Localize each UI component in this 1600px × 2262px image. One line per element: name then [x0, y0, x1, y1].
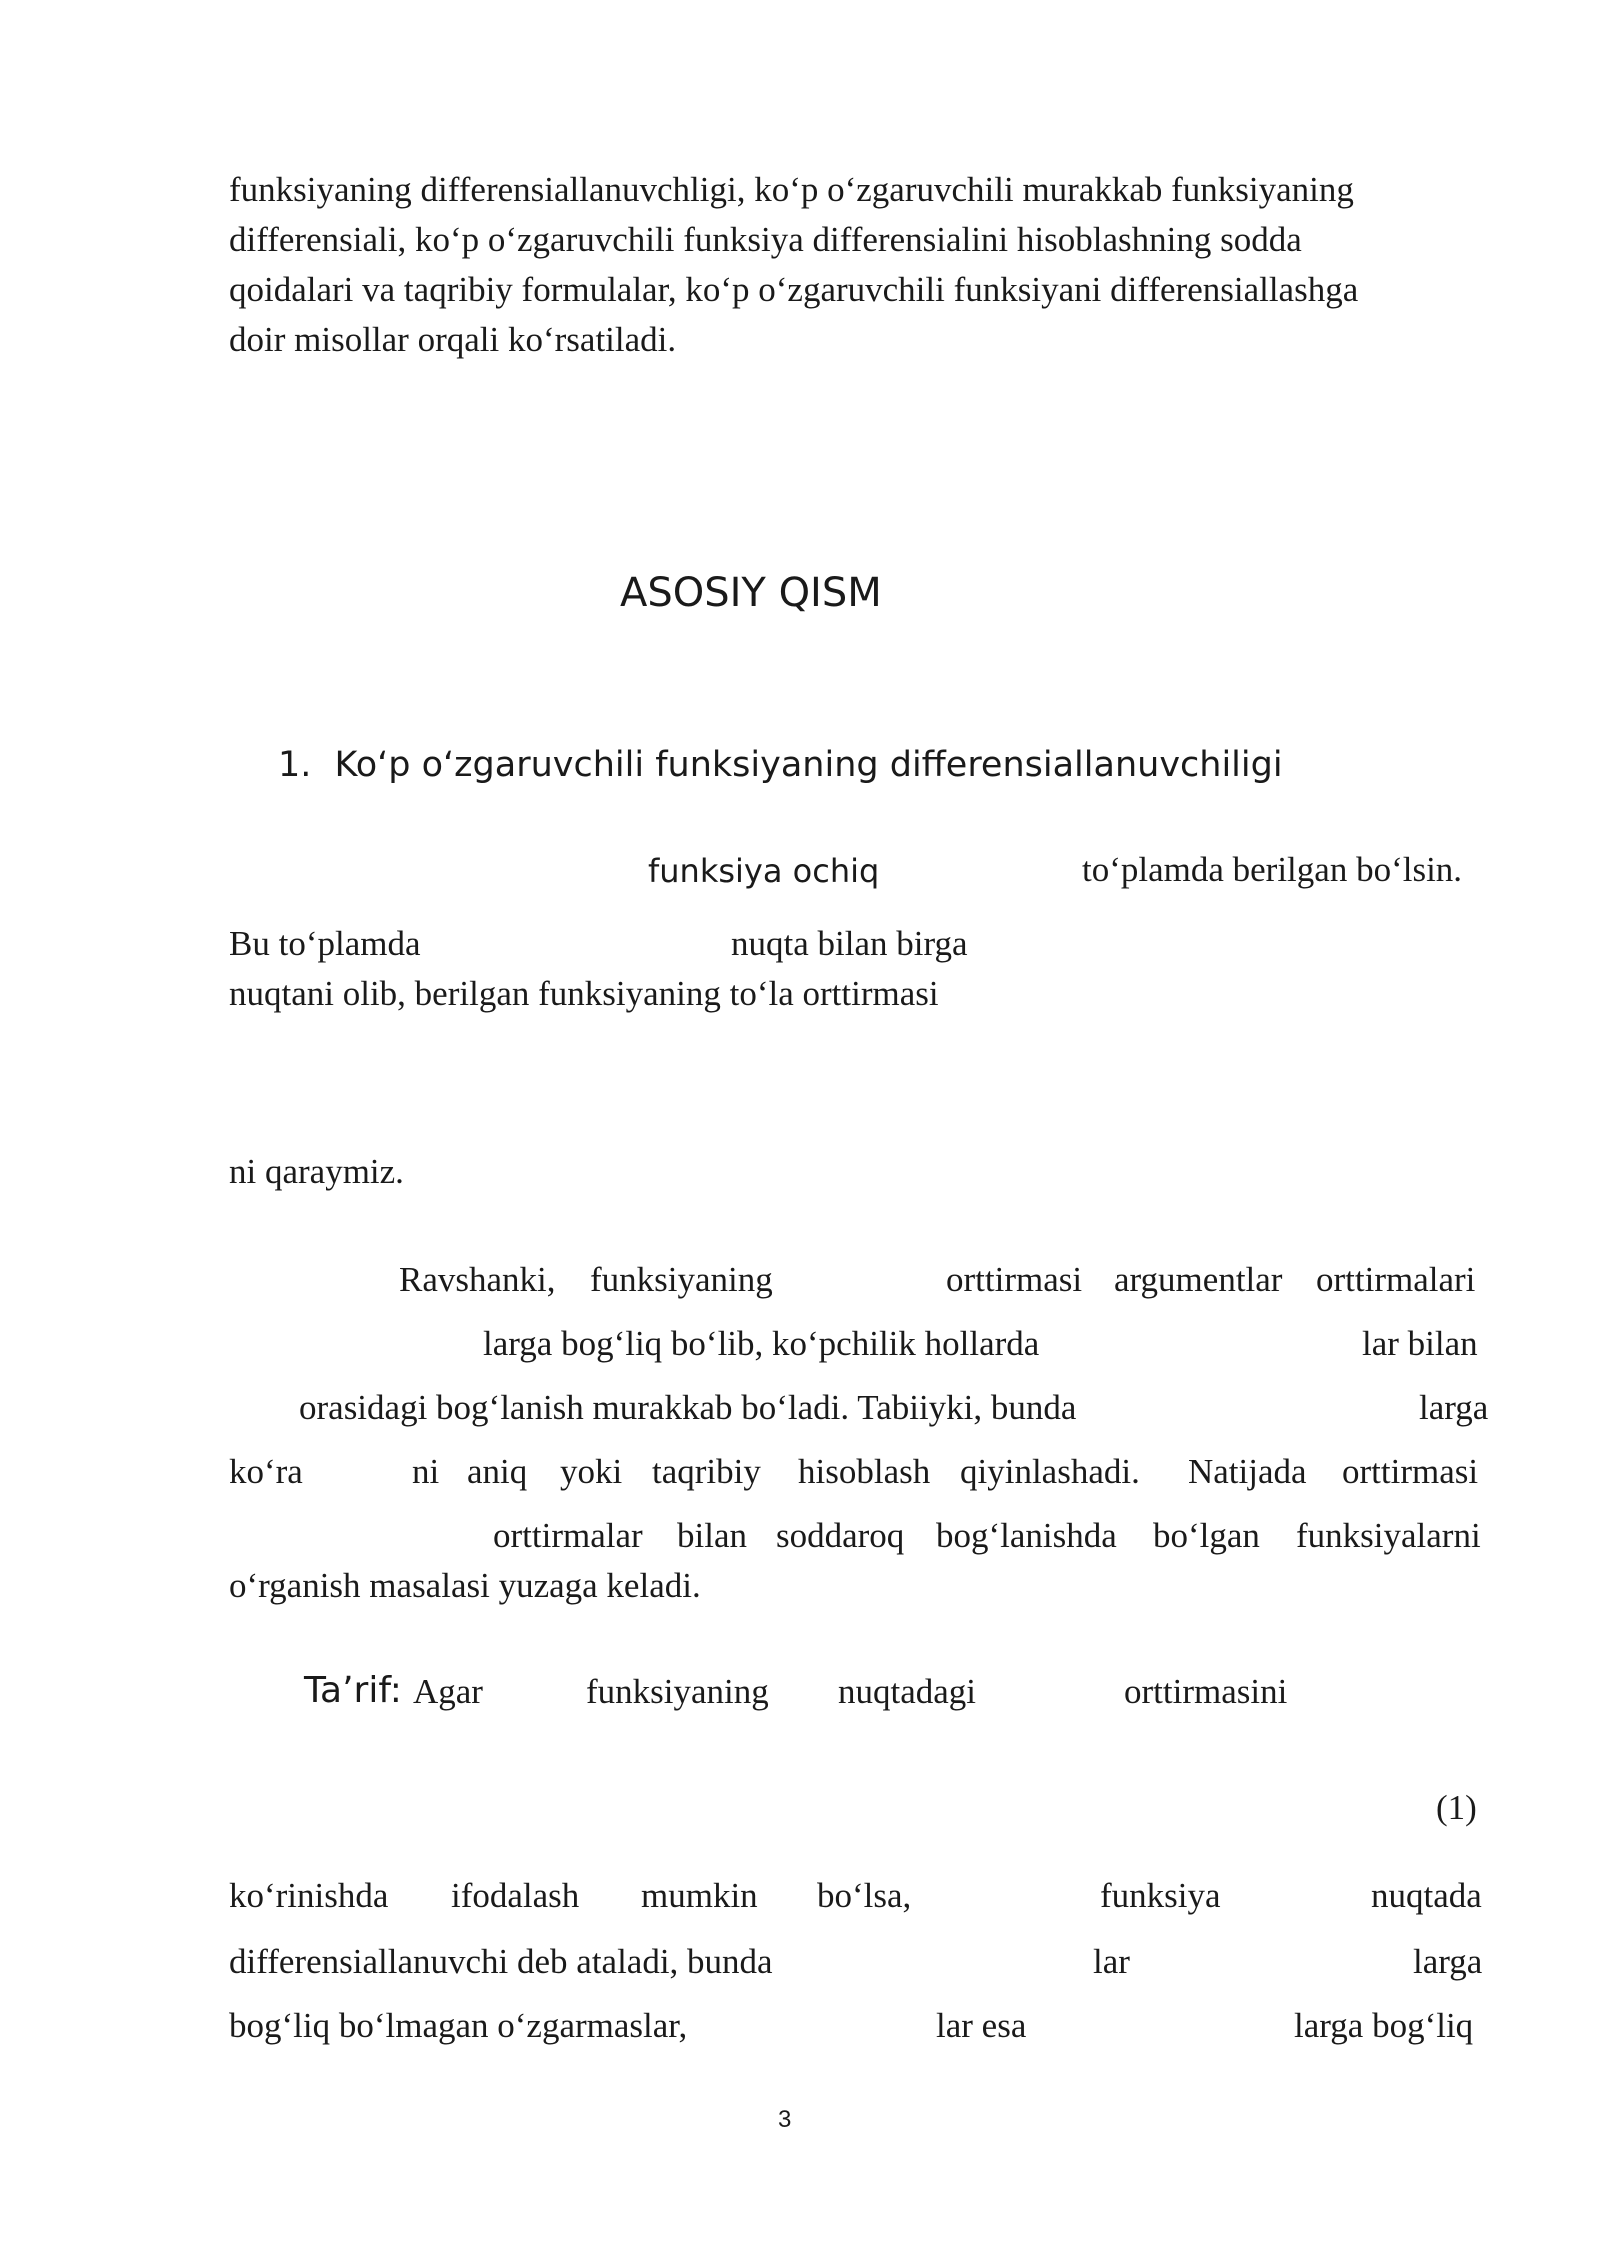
para2-word: orttirmalari [1316, 1260, 1476, 1299]
para2-line: orasidagi bog‘lanish murakkab bo‘ladi. Tabiiyki, bunda [299, 1388, 1077, 1427]
para2-word: Natijada [1188, 1452, 1307, 1491]
intro-line: doir misollar orqali ko‘rsatiladi. [229, 320, 677, 359]
para1-text-e: nuqtani olib, berilgan funksiyaning to‘la orttirmasi [229, 974, 939, 1013]
definition-line: bog‘liq bo‘lmagan o‘zgarmaslar, [229, 2006, 688, 2045]
para2-word: funksiyalarni [1296, 1516, 1481, 1555]
para2-word: orttirmasi [1342, 1452, 1479, 1491]
equation-number: (1) [1436, 1788, 1477, 1827]
definition-word: ko‘rinishda [229, 1876, 389, 1915]
definition-word: nuqtada [1371, 1876, 1482, 1915]
intro-line: differensiali, ko‘p o‘zgaruvchili funksiya differensialini hisoblashning sodda [229, 220, 1302, 259]
para2-word: argumentlar [1114, 1260, 1283, 1299]
definition-word: larga [1413, 1942, 1483, 1981]
para2-word: aniq [467, 1452, 528, 1491]
definition-word: funksiya [1100, 1876, 1221, 1915]
para2-word: ni [412, 1452, 440, 1491]
page-number: 3 [778, 2106, 792, 2133]
para2-word: orttirmalar [493, 1516, 643, 1555]
definition-word: orttirmasini [1124, 1672, 1288, 1711]
intro-line: funksiyaning differensiallanuvchligi, ko‘p o‘zgaruvchili murakkab funksiyaning [229, 170, 1354, 209]
definition-word: mumkin [641, 1876, 758, 1915]
intro-line: qoidalari va taqribiy formulalar, ko‘p o‘zgaruvchili funksiyani differensiallashga [229, 270, 1359, 309]
para2-word: qiyinlashadi. [960, 1452, 1140, 1491]
para2-word: Ravshanki, [399, 1260, 556, 1299]
definition-word: lar esa [936, 2006, 1027, 2045]
definition-word: ifodalash [451, 1876, 580, 1915]
para1-text-b: to‘plamda berilgan bo‘lsin. [1082, 850, 1463, 889]
definition-word: lar [1093, 1942, 1130, 1981]
definition-word: nuqtadagi [838, 1672, 977, 1711]
section-title: Ko‘p o‘zgaruvchili funksiyaning differensiallanuvchiligi [334, 745, 1283, 785]
para2-line: o‘rganish masalasi yuzaga keladi. [229, 1566, 701, 1605]
definition-word: Agar [413, 1672, 483, 1711]
para2-word: hisoblash [798, 1452, 931, 1491]
definition-word: bo‘lsa, [817, 1876, 912, 1915]
para1-text-a: funksiya ochiq [648, 852, 880, 890]
para2-word: yoki [560, 1452, 623, 1491]
main-heading: ASOSIY QISM [620, 570, 882, 616]
section-number: 1. [278, 745, 312, 785]
para2-line: larga bog‘liq bo‘lib, ko‘pchilik hollarda [483, 1324, 1040, 1363]
definition-label: Ta’rif: [304, 1670, 402, 1711]
para2-word: taqribiy [652, 1452, 761, 1491]
para2-line: larga [1419, 1388, 1489, 1427]
definition-word: funksiyaning [586, 1672, 769, 1711]
section-heading [278, 745, 1283, 785]
para2-word: soddaroq [776, 1516, 905, 1555]
para1-text-d: nuqta bilan birga [731, 924, 968, 963]
para2-word: bo‘lgan [1153, 1516, 1260, 1555]
para2-word: funksiyaning [590, 1260, 773, 1299]
definition-line: differensiallanuvchi deb ataladi, bunda [229, 1942, 773, 1981]
para2-word: orttirmasi [946, 1260, 1083, 1299]
para2-word: bilan [677, 1516, 747, 1555]
para2-word: bog‘lanishda [936, 1516, 1117, 1555]
para1-text-f: ni qaraymiz. [229, 1152, 404, 1191]
para1-text-c: Bu to‘plamda [229, 924, 421, 963]
para2-line: lar bilan [1362, 1324, 1478, 1363]
definition-word: larga bog‘liq [1294, 2006, 1474, 2045]
para2-word: ko‘ra [229, 1452, 303, 1491]
